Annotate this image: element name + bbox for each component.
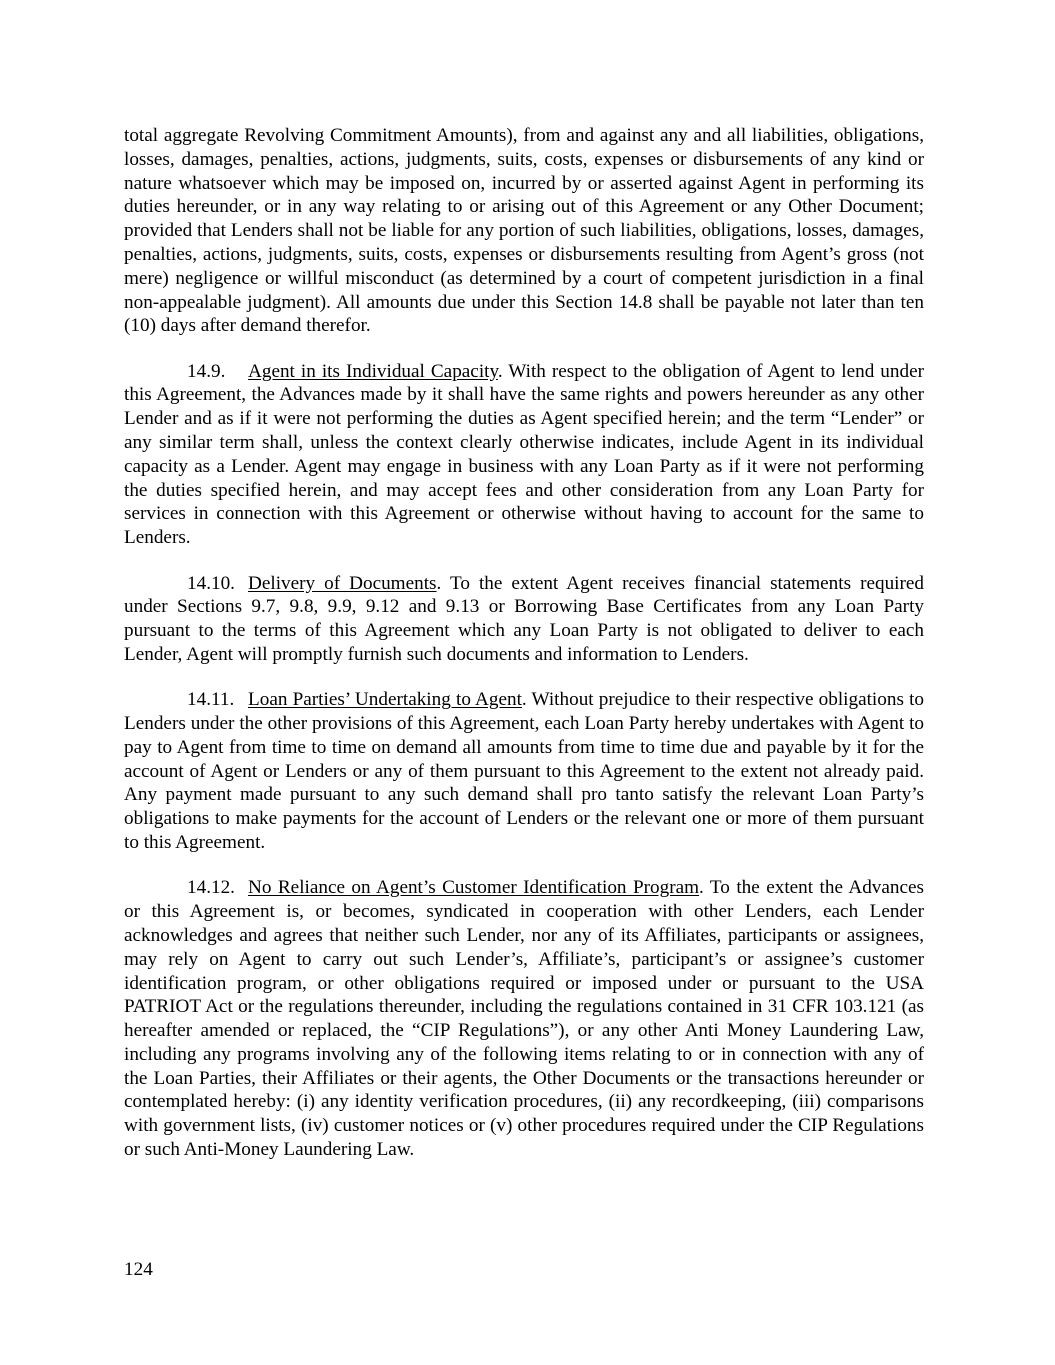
section-14-12	[124, 876, 924, 1162]
section-number: 14.9.	[187, 360, 226, 382]
section-body: . To the extent Agent receives financial statements required under Sections 9.7, 9.8, 9.9, 9.12 and 9.13 or Borrowing Base Certificates from any Loan Party pursuant to the terms of this Agreement which any Loan Party is not obligated to deliver to each Lender, Agent will promptly furnish such documents and information to Lenders.	[124, 572, 924, 665]
continuation-paragraph: total aggregate Revolving Commitment Amounts), from and against any and all liabilities, obligations, losses, damages, penalties, actions, judgments, suits, costs, expenses or disbursements of any kind or nature whatsoever which may be imposed on, incurred by or asserted against Agent in performing its duties hereunder, or in any way relating to or arising out of this Agreement or any Other Document; provided that Lenders shall not be liable for any portion of such liabilities, obligations, losses, damages, penalties, actions, judgments, suits, costs, expenses or disbursements resulting from Agent’s gross (not mere) negligence or willful misconduct (as determined by a court of competent jurisdiction in a final non-appealable judgment). All amounts due under this Section 14.8 shall be payable not later than ten (10) days after demand therefor.	[124, 125, 924, 337]
section-number: 14.10.	[187, 572, 235, 594]
section-number: 14.12.	[187, 877, 235, 899]
section-heading: Agent in its Individual Capacity	[248, 360, 498, 382]
section-number: 14.11.	[187, 689, 235, 711]
section-body: . With respect to the obligation of Agent to lend under this Agreement, the Advances made by it shall have the same rights and powers hereunder as any other Lender and as if it were not performing the duties as Agent specified herein; and the term “Lender” or any similar term shall, unless the context clearly otherwise indicates, include Agent in its individual capacity as a Lender. Agent may engage in business with any Loan Party as if it were not performing the duties specified herein, and may accept fees and other consideration from any Loan Party for services in connection with this Agreement or otherwise without having to account for the same to Lenders.	[124, 360, 924, 549]
section-body: . Without prejudice to their respective obligations to Lenders under the other provisions of this Agreement, each Loan Party hereby undertakes with Agent to pay to Agent from time to time on demand all amounts from time to time due and payable by it for the account of Agent or Lenders or any of them pursuant to this Agreement to the extent not already paid. Any payment made pursuant to any such demand shall pro tanto satisfy the relevant Loan Party’s obligations to make payments for the account of Lenders or the relevant one or more of them pursuant to this Agreement.	[124, 689, 924, 854]
section-heading: No Reliance on Agent’s Customer Identification Program	[248, 877, 700, 899]
section-14-9	[124, 360, 924, 550]
document-page	[124, 124, 924, 1162]
section-body: . To the extent the Advances or this Agreement is, or becomes, syndicated in cooperation with other Lenders, each Lender acknowledges and agrees that neither such Lender, nor any of its Affiliates, participants or assignees, may rely on Agent to carry out such Lender’s, Affiliate’s, participant’s or assignee’s customer identification program, or other obligations required or imposed under or pursuant to the USA PATRIOT Act or the regulations thereunder, including the regulations contained in 31 CFR 103.121 (as hereafter amended or replaced, the “CIP Regulations”), or any other Anti Money Laundering Law, including any programs involving any of the following items relating to or in connection with any of the Loan Parties, their Affiliates or their agents, the Other Documents or the transactions hereunder or contemplated hereby: (i) any identity verification procedures, (ii) any recordkeeping, (iii) comparisons with government lists, (iv) customer notices or (v) other procedures required under the CIP Regulations or such Anti-Money Laundering Law.	[124, 877, 924, 1161]
section-heading: Loan Parties’ Undertaking to Agent	[248, 689, 522, 711]
section-heading: Delivery of Documents	[248, 572, 437, 594]
section-14-11	[124, 688, 924, 855]
page-number: 124	[124, 1259, 153, 1280]
section-14-10	[124, 572, 924, 667]
